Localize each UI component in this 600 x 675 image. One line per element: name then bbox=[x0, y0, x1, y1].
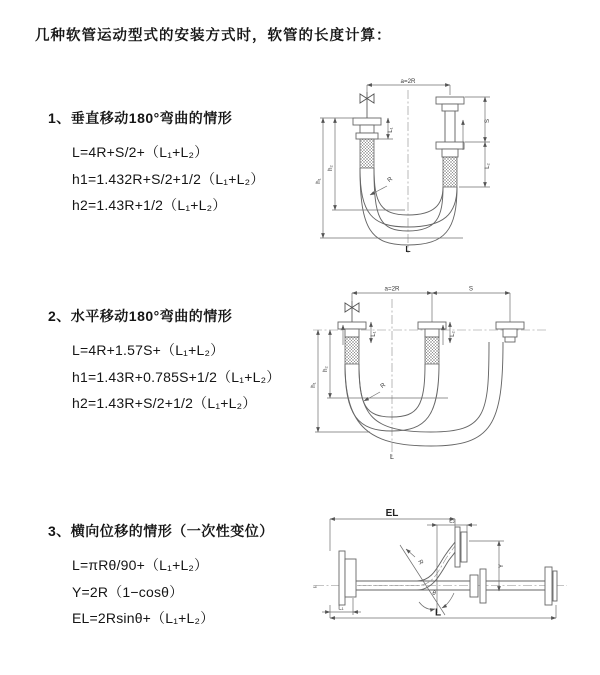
hose-u-curves bbox=[345, 342, 503, 446]
moving-end-flange-lower bbox=[436, 142, 464, 187]
formula-length: L=4R+S/2+（L₁+L₂） bbox=[72, 144, 209, 160]
formula-h2: h2=1.43R+1/2（L₁+L₂） bbox=[72, 197, 227, 213]
formula-length: L=πRθ/90+（L₁+L₂） bbox=[72, 557, 209, 573]
dim-label-s: S bbox=[468, 285, 474, 293]
dim-label-a2r: a=2R bbox=[384, 285, 400, 293]
break-mark: ≈ bbox=[313, 584, 317, 591]
moving-end-flange-pos2 bbox=[496, 322, 524, 342]
dim-el bbox=[330, 508, 455, 551]
formula-h1: h1=1.432R+S/2+1/2（L₁+L₂） bbox=[72, 170, 265, 187]
dim-s bbox=[465, 97, 491, 142]
dim-a-2r bbox=[352, 286, 432, 294]
diagram-horizontal-180-bend bbox=[308, 285, 560, 475]
dim-l2 bbox=[427, 518, 477, 534]
dim-label-a2r: a=2R bbox=[400, 77, 416, 85]
diagram-vertical-180-bend bbox=[313, 78, 525, 256]
moving-end-flange-upper bbox=[436, 97, 464, 142]
formula-h1: h1=1.43R+0.785S+1/2（L₁+L₂） bbox=[72, 368, 281, 385]
length-label: L bbox=[390, 454, 394, 461]
dim-h1 bbox=[315, 118, 323, 238]
dim-label-l1: L₁ bbox=[370, 331, 377, 337]
dim-s bbox=[352, 286, 510, 323]
braided-hose-section bbox=[443, 157, 457, 187]
section-1-heading: 1、垂直移动180°弯曲的情形 bbox=[48, 110, 233, 126]
dim-label-l2: L₂ bbox=[449, 331, 456, 337]
dim-h1 bbox=[310, 330, 370, 432]
length-label: L bbox=[405, 244, 411, 254]
section-2-heading: 2、水平移动180°弯曲的情形 bbox=[48, 308, 233, 324]
valve-icon bbox=[345, 301, 359, 322]
formula-el: EL=2Rsinθ+（L₁+L₂） bbox=[72, 610, 215, 626]
dim-label-l1: L₁ bbox=[338, 604, 344, 612]
hose-u-curves bbox=[360, 168, 457, 245]
radius-callout bbox=[406, 549, 425, 566]
dim-l2 bbox=[449, 322, 456, 343]
dim-label-l1: L₁ bbox=[387, 127, 394, 133]
dim-label-h2: h₂ bbox=[327, 165, 334, 171]
valve-icon bbox=[360, 92, 374, 118]
page-title: 几种软管运动型式的安装方式时，软管的长度计算： bbox=[35, 28, 392, 44]
angle-label: θ bbox=[432, 590, 436, 597]
fixed-end-flange bbox=[338, 322, 366, 364]
moving-end-flange-pos1 bbox=[418, 322, 446, 364]
formula-length: L=4R+1.57S+（L₁+L₂） bbox=[72, 342, 225, 358]
dim-label-el: EL bbox=[385, 508, 399, 519]
section-3-heading: 3、横向位移的情形（一次性变位） bbox=[48, 523, 274, 539]
section-horizontal-motion bbox=[48, 306, 328, 417]
dim-label-y: Y bbox=[498, 563, 505, 569]
formula-y: Y=2R（1−cosθ） bbox=[72, 583, 184, 600]
dim-label-l2: L₂ bbox=[484, 163, 491, 169]
displaced-end-flange bbox=[455, 527, 467, 567]
diagram-lateral-displacement bbox=[305, 505, 600, 653]
angle-theta bbox=[400, 545, 454, 615]
dim-label-s: S bbox=[484, 118, 491, 124]
dim-l1 bbox=[370, 322, 377, 343]
original-position-pipe bbox=[417, 567, 557, 605]
dim-label-l2: L₂ bbox=[449, 517, 455, 525]
formula-h2: h2=1.43R+S/2+1/2（L₁+L₂） bbox=[72, 395, 257, 411]
dim-label-l: L bbox=[434, 607, 442, 619]
dim-label-h1: h₁ bbox=[315, 178, 322, 184]
hose-s-curve bbox=[356, 542, 455, 590]
braided-hose-section bbox=[360, 139, 374, 168]
dim-label-h2: h₂ bbox=[322, 366, 329, 372]
radius-label: R bbox=[379, 381, 387, 390]
radius-label: R bbox=[386, 175, 394, 184]
section-vertical-motion bbox=[48, 108, 328, 219]
dim-label-h1: h₁ bbox=[310, 382, 317, 388]
fixed-end-flange bbox=[353, 118, 381, 168]
dim-a-2r bbox=[367, 78, 450, 95]
radius-label: R bbox=[416, 558, 425, 566]
left-flange bbox=[339, 551, 356, 605]
section-lateral-displacement bbox=[48, 521, 328, 632]
